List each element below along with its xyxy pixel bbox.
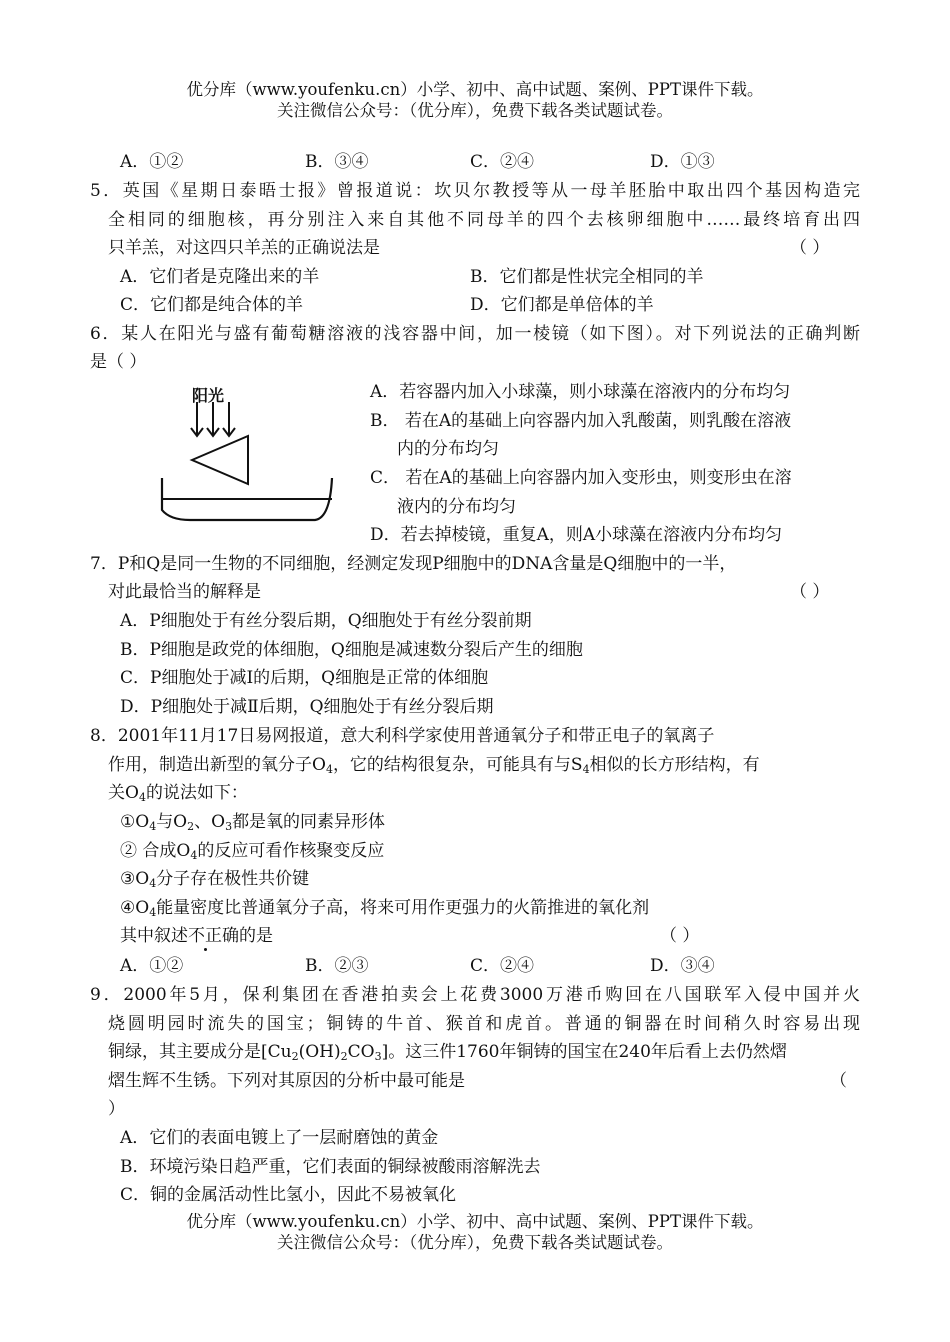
q7-option-b: B．P细胞是政党的体细胞，Q细胞是减速数分裂后产生的细胞 [120,640,583,660]
q4-option-b: B．③④ [305,152,369,172]
q5-option-a: A．它们者是克隆出来的羊 [120,267,320,287]
q6-option-a: A．若容器内加入小球藻，则小球藻在溶液内的分布均匀 [370,382,791,402]
q9-stem-line-4: 熠生辉不生锈。下列对其原因的分析中最可能是 [108,1071,465,1091]
q9-answer-paren-close: ） [108,1099,125,1119]
q6-stem-line-2: 是（ ） [90,352,147,372]
q7-stem-line-1: 7．P和Q是同一生物的不同细胞，经测定发现P细胞中的DNA含量是Q细胞中的一半， [90,554,737,574]
q6-option-c-line-1: C． 若在A的基础上向容器内加入变形虫，则变形虫在溶 [370,468,792,488]
q8-answer-paren: （ ） [660,926,700,946]
q6-figure-sunlight-label: 阳光 [192,386,225,405]
header-line-1: 优分库（www.youfenku.cn）小学、初中、高中试题、案例、PPT课件下载。 [186,80,764,99]
q6-option-c-line-2: 液内的分布均匀 [397,497,516,517]
q7-option-c: C．P细胞处于减I的后期，Q细胞是正常的体细胞 [120,668,489,688]
q8-statement-1: $①O_4$与$O_2$、$O_3$都是氧的同素异形体 [120,812,386,833]
q9-stem-line-1: 9．2000年5月，保利集团在香港拍卖会上花费3000万港币购回在八国联军入侵中国并火 [90,985,860,1005]
footer-line-2: 关注微信公众号：（优分库），免费下载各类试题试卷。 [277,1233,673,1252]
q8-question-prompt: 其中叙述不正确的是 [120,926,273,946]
q6-option-b-line-2: 内的分布均匀 [397,439,499,459]
prism-icon [192,436,248,484]
q4-option-d: D．①③ [650,152,715,172]
q4-option-c: C．②④ [470,152,535,172]
q8-stem-line-3: 关$O_4$的说法如下： [108,783,248,804]
q8-stem-line-2: 作用，制造出新型的氧分子$O_4$，它的结构很复杂，可能具有与$S_4$相似的长方形结构，有 [108,755,760,776]
q8-option-b: B．②③ [305,956,369,976]
q8-option-c: C．②④ [470,956,535,976]
q7-stem-line-2: 对此最恰当的解释是 [108,582,261,602]
q4-option-a: A．①② [120,152,184,172]
q9-answer-paren-open: （ [830,1071,847,1091]
q9-option-c: C．铜的金属活动性比氢小，因此不易被氧化 [120,1185,457,1205]
q6-figure-drawing [150,380,350,530]
emphasis-dot [204,948,207,951]
q9-option-a: A．它们的表面电镀上了一层耐磨蚀的黄金 [120,1128,439,1148]
q8-option-a: A．①② [120,956,184,976]
q5-stem-line-2: 全相同的细胞核，再分别注入来自其他不同母羊的四个去核卵细胞中……最终培育出四 [108,210,860,230]
q5-stem-line-1: 5．英国《星期日泰晤士报》曾报道说：坎贝尔教授等从一母羊胚胎中取出四个基因构造完 [90,181,860,201]
q8-statement-4: $④O_4$能量密度比普通氧分子高，将来可用作更强力的火箭推进的氧化剂 [120,898,650,919]
q6-option-b-line-1: B． 若在A的基础上向容器内加入乳酸菌，则乳酸在溶液 [370,411,792,431]
q5-answer-paren: （ ） [790,238,830,258]
q8-stem-line-1: 8．2001年11月17日易网报道，意大利科学家使用普通氧分子和带正电子的氧离子 [90,726,715,746]
q7-option-a: A．P细胞处于有丝分裂后期，Q细胞处于有丝分裂前期 [120,611,532,631]
q6-stem-line-1: 6．某人在阳光与盛有葡萄糖溶液的浅容器中间，加一棱镜（如下图）。对下列说法的正确判断 [90,324,860,344]
q6-option-d: D．若去掉棱镜，重复A，则A小球藻在溶液内分布均匀 [370,525,783,545]
q5-option-d: D．它们都是单倍体的羊 [470,295,654,315]
footer-line-1: 优分库（www.youfenku.cn）小学、初中、高中试题、案例、PPT课件下载。 [186,1212,764,1231]
q9-stem-line-3: 铜绿，其主要成分是$[Cu_2(OH)_2CO_3]$。这三件1760年铜铸的国宝在240年后看上去仍然熠 [108,1042,787,1063]
sunlight-arrows-icon [191,402,235,436]
q9-option-b: B．环境污染日趋严重，它们表面的铜绿被酸雨溶解洗去 [120,1157,541,1177]
q7-option-d: D．P细胞处于减Ⅱ后期，Q细胞处于有丝分裂后期 [120,697,494,717]
q5-stem-line-3: 只羊羔，对这四只羊羔的正确说法是 [108,238,380,258]
q8-option-d: D．③④ [650,956,715,976]
q6-figure-prism-container [150,380,350,530]
q5-option-c: C．它们都是纯合体的羊 [120,295,304,315]
q9-stem-line-2: 烧圆明园时流失的国宝；铜铸的牛首、猴首和虎首。普通的铜器在时间稍久时容易出现 [108,1014,860,1034]
q8-statement-3: $③O_4$分子存在极性共价键 [120,869,310,890]
q7-answer-paren: （ ） [790,582,830,602]
header-line-2: 关注微信公众号：（优分库），免费下载各类试题试卷。 [277,101,673,120]
q5-option-b: B．它们都是性状完全相同的羊 [470,267,704,287]
q8-statement-2: ② 合成$O_4$的反应可看作核聚变反应 [120,841,385,862]
